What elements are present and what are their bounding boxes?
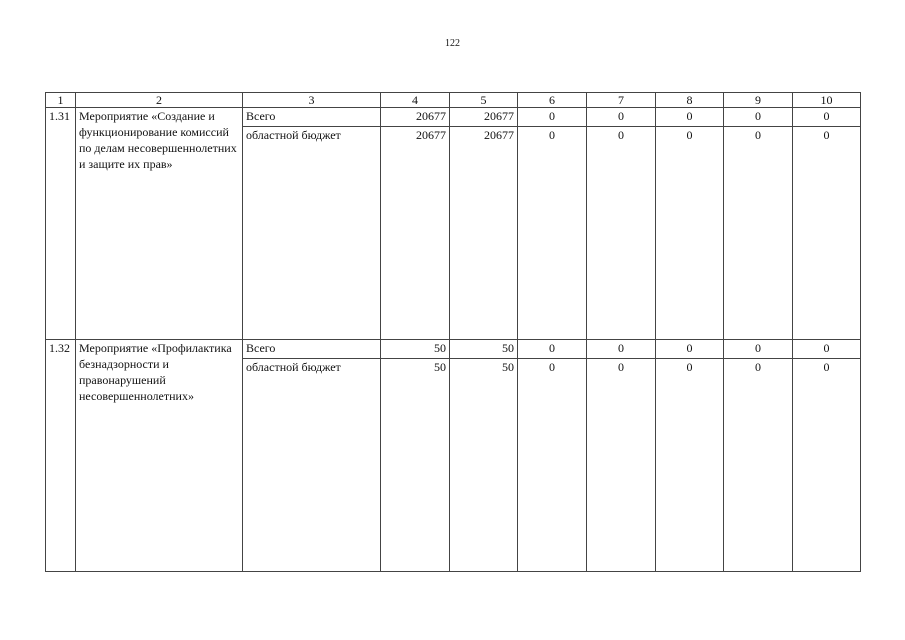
entry-name: Мероприятие «Профилактика безнадзорности и правонарушений несовершеннолетних» [76, 340, 243, 572]
value-cell: 0 [793, 359, 861, 572]
table-row [46, 340, 861, 359]
column-header: 7 [587, 93, 656, 108]
table-header-row [46, 93, 861, 108]
value-cell: 0 [656, 108, 724, 127]
column-header: 4 [381, 93, 450, 108]
value-cell: 0 [518, 359, 587, 572]
entry-number: 1.31 [46, 108, 76, 340]
funding-source: Всего [243, 340, 381, 359]
value-cell: 0 [587, 340, 656, 359]
entry-number: 1.32 [46, 340, 76, 572]
column-header: 5 [450, 93, 518, 108]
value-cell: 0 [587, 108, 656, 127]
page-number: 122 [445, 38, 460, 49]
column-header: 1 [46, 93, 76, 108]
value-cell: 0 [518, 108, 587, 127]
value-cell: 20677 [381, 108, 450, 127]
column-header: 3 [243, 93, 381, 108]
column-header: 2 [76, 93, 243, 108]
value-cell: 0 [587, 127, 656, 340]
budget-table [45, 92, 861, 572]
value-cell: 0 [656, 340, 724, 359]
value-cell: 0 [793, 108, 861, 127]
value-cell: 0 [724, 108, 793, 127]
value-cell: 50 [381, 359, 450, 572]
value-cell: 20677 [450, 108, 518, 127]
entry-name: Мероприятие «Создание и функционирование комиссий по делам несовершеннолетних и защите их прав» [76, 108, 243, 340]
value-cell: 20677 [381, 127, 450, 340]
value-cell: 0 [656, 359, 724, 572]
table-row [46, 108, 861, 127]
value-cell: 0 [793, 127, 861, 340]
value-cell: 0 [587, 359, 656, 572]
funding-source: областной бюджет [243, 127, 381, 340]
funding-source: областной бюджет [243, 359, 381, 572]
column-header: 10 [793, 93, 861, 108]
value-cell: 50 [450, 340, 518, 359]
value-cell: 0 [724, 359, 793, 572]
value-cell: 0 [724, 340, 793, 359]
value-cell: 0 [793, 340, 861, 359]
funding-source: Всего [243, 108, 381, 127]
column-header: 8 [656, 93, 724, 108]
column-header: 6 [518, 93, 587, 108]
value-cell: 0 [518, 127, 587, 340]
value-cell: 0 [518, 340, 587, 359]
value-cell: 0 [724, 127, 793, 340]
value-cell: 50 [381, 340, 450, 359]
value-cell: 20677 [450, 127, 518, 340]
value-cell: 50 [450, 359, 518, 572]
value-cell: 0 [656, 127, 724, 340]
column-header: 9 [724, 93, 793, 108]
